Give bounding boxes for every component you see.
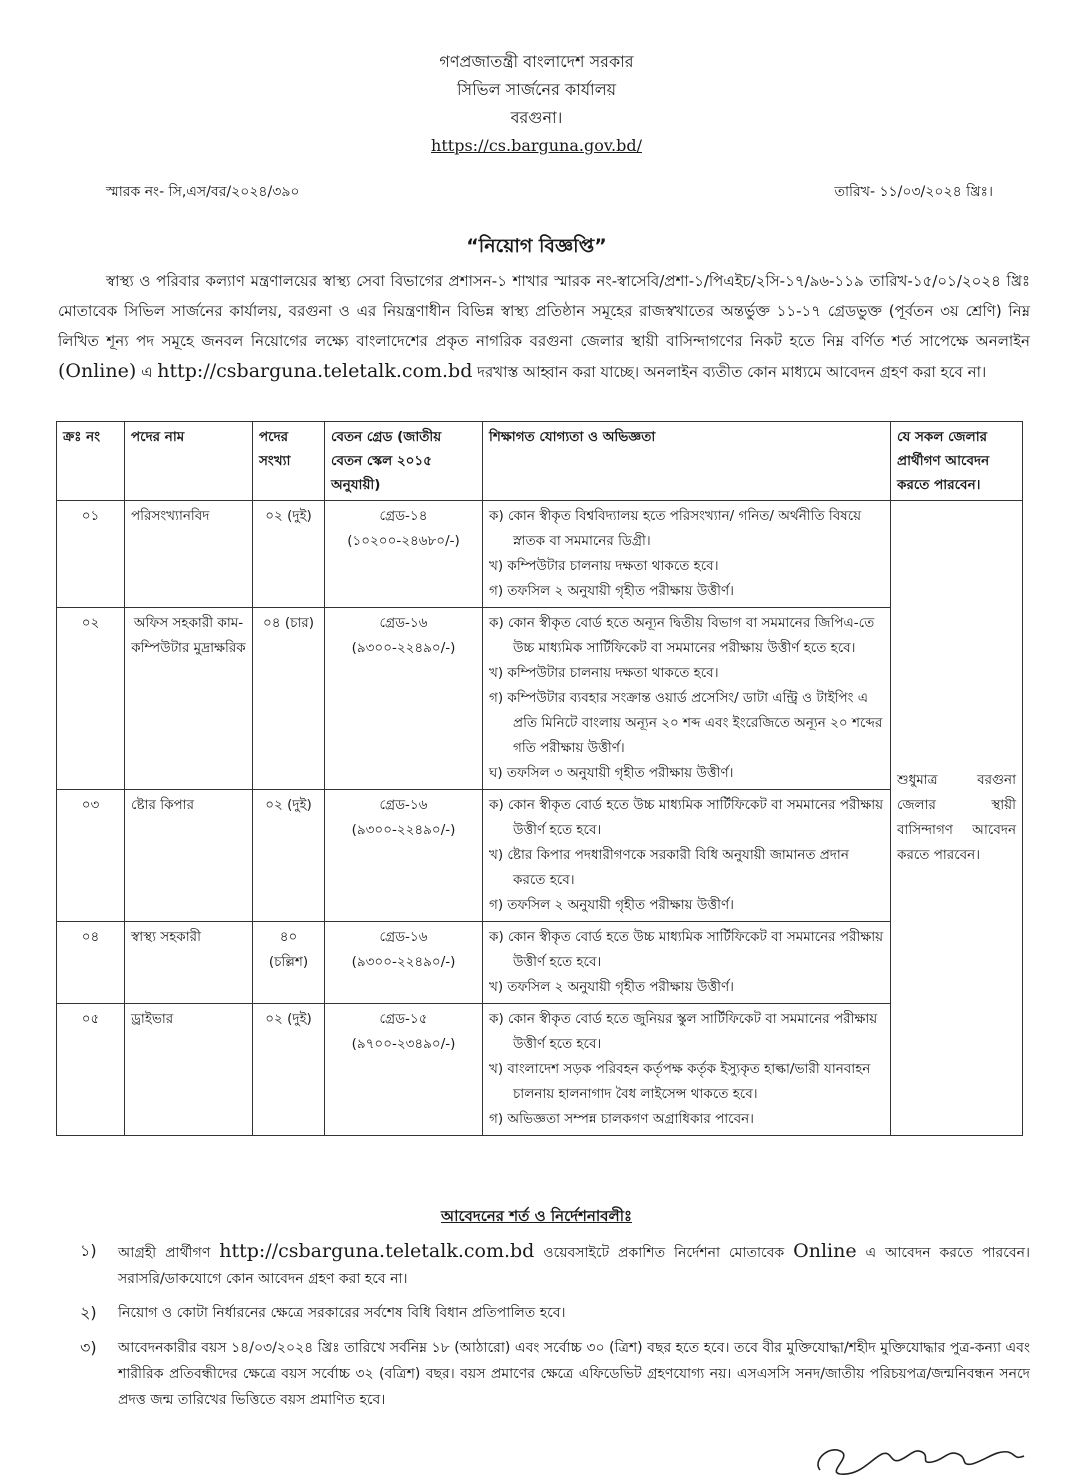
application-site-link[interactable]: http://csbarguna.teletalk.com.bd (157, 360, 473, 382)
qualification-item: ক) কোন স্বীকৃত বোর্ড হতে উচ্চ মাধ্যমিক সার্টিফিকেট বা সমমানের পরীক্ষায় উত্তীর্ণ হতে হবে। (489, 929, 884, 970)
table-row (57, 790, 1023, 922)
grade-label: গ্রেড-১৪ (379, 508, 428, 524)
grade-label: গ্রেড-১৬ (379, 797, 428, 813)
grade-label: গ্রেড-১৬ (379, 929, 428, 945)
row-grade (325, 501, 483, 608)
col-header-qualification: শিক্ষাগত যোগ্যতা ও অভিজ্ঞতা (483, 422, 891, 501)
col-header-grade: বেতন গ্রেড (জাতীয় বেতন স্কেল ২০১৫ অনুযায়ী) (325, 422, 483, 501)
table-row (57, 501, 1023, 608)
row-count: ০২ (দুই) (253, 501, 325, 608)
qualification-item: খ) কম্পিউটার চালনায় দক্ষতা থাকতে হবে। (489, 558, 719, 574)
application-site-link-2[interactable]: http://csbarguna.teletalk.com.bd (219, 1240, 535, 1262)
memo-date: তারিখ- ১১/০৩/২০২৪ খ্রিঃ। (834, 184, 993, 200)
signature (810, 1430, 1030, 1482)
row-post: অফিস সহকারী কাম-কম্পিউটার মুদ্রাক্ষরিক (125, 608, 253, 790)
row-count: ০৪ (চার) (253, 608, 325, 790)
intro-online: (Online) (58, 360, 137, 382)
grade-label: গ্রেড-১৬ (379, 615, 428, 631)
row-count: ০২ (দুই) (253, 790, 325, 922)
pay-scale: (৯৩০০-২২৪৯০/-) (351, 822, 456, 838)
eligibility-cell: শুধুমাত্র বরগুনা জেলার স্থায়ী বাসিন্দাগণ আবেদন করতে পারবেন। (891, 501, 1023, 1136)
row-post: পরিসংখ্যানবিদ (125, 501, 253, 608)
qualification-item: ক) কোন স্বীকৃত বোর্ড হতে জুনিয়র স্কুল সার্টিফিকেট বা সমমানের পরীক্ষায় উত্তীর্ণ হতে হবে। (489, 1011, 878, 1052)
table-row (57, 1004, 1023, 1136)
qualification-item: খ) তফসিল ২ অনুযায়ী গৃহীত পরীক্ষায় উত্তীর্ণ। (489, 979, 734, 995)
row-post: ড্রাইভার (125, 1004, 253, 1136)
pay-scale: (৯৭০০-২৩৪৯০/-) (351, 1036, 456, 1052)
instruction-item (80, 1335, 1030, 1413)
instruction-text: নিয়োগ ও কোটা নির্ধারনের ক্ষেত্রে সরকারের সর্বশেষ বিধি বিধান প্রতিপালিত হবে। (118, 1305, 566, 1321)
col-header-serial: ক্রঃ নং (57, 422, 125, 501)
instruction-text (118, 1238, 1030, 1292)
row-grade (325, 922, 483, 1004)
intro-text: স্বাস্থ্য ও পরিবার কল্যাণ মন্ত্রণালয়ের স্বাস্থ্য সেবা বিভাগের প্রশাসন-১ শাখার স্মারক নং-স্বাসেবি/প্রশা-১/পিএইচ/২সি-১৭/৯৬-১১৯ তারিখ-১৫/০১/২০২৪ খ্রিঃ মোতাবেক সিভিল সার্জনের কার্যালয়, বরগুনা ও এর নিয়ন্ত্রণাধীন বিভিন্ন স্বাস্থ্য প্রতিষ্ঠান সমূহের রাজস্বখাতের অন্তর্ভুক্ত ১১-১৭ গ্রেডভুক্ত (পূর্বতন ৩য় শ্রেণি) নিম্ন লিখিত শূন্য পদ সমূহে জনবল নিয়োগের লক্ষ্যে বাংলাদেশের প্রকৃত নাগরিক বরগুনা জেলার স্থায়ী বাসিন্দাগণের নিকট হতে নিম্ন বর্ণিত শর্ত সাপেক্ষে অনলাইন (58, 272, 1030, 350)
instruction-number: ২) (80, 1303, 97, 1322)
pay-scale: (১০২০০-২৪৬৮০/-) (347, 533, 460, 549)
memo-line (106, 180, 993, 204)
instruction-text: আবেদনকারীর বয়স ১৪/০৩/২০২৪ খ্রিঃ তারিখে সর্বনিম্ন ১৮ (আঠারো) এবং সর্বোচ্চ ৩০ (ত্রিশ) বছর হতে হবে। তবে বীর মুক্তিযোদ্ধা/শহীদ মুক্তিযোদ্ধার পুত্র-কন্যা এবং শারীরিক প্রতিবন্ধীদের ক্ষেত্রে বয়স সর্বোচ্চ ৩২ (বত্রিশ) বছর। বয়স প্রমাণের ক্ষেত্রে এফিডেভিট গ্রহণযোগ্য নয়। এসএসসি সনদ/জাতীয় পরিচয়পত্র/জন্মনিবন্ধন সনদে প্রদত্ত জন্ম তারিখের ভিত্তিতে বয়স প্রমাণিত হবে। (118, 1340, 1030, 1408)
row-serial: ০৫ (57, 1004, 125, 1136)
qualification-item: ক) কোন স্বীকৃত বোর্ড হতে অন্যূন দ্বিতীয় বিভাগ বা সমমানের জিপিএ-তে উচ্চ মাধ্যমিক সার্টিফিকেট বা সমমানের পরীক্ষায় উত্তীর্ণ হতে হবে। (489, 615, 875, 656)
instruction-pre: আগ্রহী প্রার্থীগণ (118, 1245, 211, 1261)
qualification-item: ক) কোন স্বীকৃত বিশ্ববিদ্যালয় হতে পরিসংখ্যান/ গনিত/ অর্থনীতি বিষয়ে স্নাতক বা সমমানের ডিগ্রী। (489, 508, 862, 549)
grade-label: গ্রেড-১৫ (379, 1011, 428, 1027)
qualification-item: গ) কম্পিউটার ব্যবহার সংক্রান্ত ওয়ার্ড প্রসেসিং/ ডাটা এন্ট্রি ও টাইপিং এ প্রতি মিনিটে বাংলায় অন্যূন ২০ শব্দ এবং ইংরেজিতে অন্যূন ২০ শব্দের গতি পরীক্ষায় উত্তীর্ণ। (489, 690, 883, 756)
instruction-online: Online (793, 1240, 857, 1262)
qualification-item: খ) বাংলাদেশ সড়ক পরিবহন কর্তৃপক্ষ কর্তৃক ইস্যুকৃত হাল্কা/ভারী যানবাহন চালনায় হালনাগাদ বৈধ লাইসেন্স থাকতে হবে। (489, 1061, 871, 1102)
intro-e: এ (141, 363, 153, 381)
qualification-item: ঘ) তফসিল ৩ অনুযায়ী গৃহীত পরীক্ষায় উত্তীর্ণ। (489, 765, 734, 781)
pay-scale: (৯৩০০-২২৪৯০/-) (351, 640, 456, 656)
row-qualifications (483, 1004, 891, 1136)
table-row (57, 608, 1023, 790)
instruction-number: ১) (80, 1241, 97, 1260)
row-qualifications (483, 790, 891, 922)
col-header-count: পদের সংখ্যা (253, 422, 325, 501)
vacancy-table (56, 421, 1023, 1136)
qualification-item: গ) তফসিল ২ অনুযায়ী গৃহীত পরীক্ষায় উত্তীর্ণ। (489, 897, 734, 913)
instruction-number: ৩) (80, 1338, 97, 1357)
table-header-row (57, 422, 1023, 501)
row-grade (325, 790, 483, 922)
qualification-item: ক) কোন স্বীকৃত বোর্ড হতে উচ্চ মাধ্যমিক সার্টিফিকেট বা সমমানের পরীক্ষায় উত্তীর্ণ হতে হবে। (489, 797, 884, 838)
table-row (57, 922, 1023, 1004)
notice-title: “নিয়োগ বিজ্ঞপ্তি” (466, 235, 607, 257)
row-qualifications (483, 922, 891, 1004)
row-count: ০২ (দুই) (253, 1004, 325, 1136)
col-header-post: পদের নাম (125, 422, 253, 501)
row-serial: ০৪ (57, 922, 125, 1004)
district-name: বরগুনা। (510, 108, 563, 127)
intro-paragraph (58, 266, 1030, 387)
instruction-item (80, 1300, 1030, 1326)
memo-reference: স্মারক নং- সি,এস/বর/২০২৪/৩৯০ (106, 184, 300, 200)
qualification-item: খ) ষ্টোর কিপার পদধারীগণকে সরকারী বিধি অনুযায়ী জামানত প্রদান করতে হবে। (489, 847, 849, 888)
col-header-eligibility: যে সকল জেলার প্রার্থীগণ আবেদন করতে পারবেন। (891, 422, 1023, 501)
govt-name: গণপ্রজাতন্ত্রী বাংলাদেশ সরকার (439, 52, 634, 71)
qualification-item: খ) কম্পিউটার চালনায় দক্ষতা থাকতে হবে। (489, 665, 719, 681)
instruction-item (80, 1238, 1030, 1292)
row-grade (325, 1004, 483, 1136)
row-post: স্বাস্থ্য সহকারী (125, 922, 253, 1004)
intro-tail: দরখাস্ত আহ্বান করা যাচ্ছে। অনলাইন ব্যতীত কোন মাধ্যমে আবেদন গ্রহণ করা হবে না। (477, 363, 987, 381)
instruction-mid: ওয়েবসাইটে প্রকাশিত নির্দেশনা মোতাবেক (543, 1245, 785, 1261)
row-qualifications (483, 501, 891, 608)
office-website-link[interactable]: https://cs.barguna.gov.bd/ (431, 136, 642, 155)
row-post: ষ্টোর কিপার (125, 790, 253, 922)
qualification-item: গ) তফসিল ২ অনুযায়ী গৃহীত পরীক্ষায় উত্তীর্ণ। (489, 583, 734, 599)
row-qualifications (483, 608, 891, 790)
row-serial: ০১ (57, 501, 125, 608)
row-count: ৪০ (চল্লিশ) (253, 922, 325, 1004)
office-name: সিভিল সার্জনের কার্যালয় (456, 80, 617, 99)
pay-scale: (৯৩০০-২২৪৯০/-) (351, 954, 456, 970)
row-serial: ০৩ (57, 790, 125, 922)
instructions-title: আবেদনের শর্ত ও নির্দেশনাবলীঃ (441, 1207, 632, 1225)
signature-scribble (810, 1430, 1030, 1478)
qualification-item: গ) অভিজ্ঞতা সম্পন্ন চালকগণ অগ্রাধিকার পাবেন। (489, 1111, 754, 1127)
row-serial: ০২ (57, 608, 125, 790)
office-header (0, 48, 1073, 160)
row-grade (325, 608, 483, 790)
instruction-post: এ আবেদন করতে পারবেন। সরাসরি/ডাকযোগে কোন আবেদন গ্রহণ করা হবে না। (118, 1245, 1031, 1287)
